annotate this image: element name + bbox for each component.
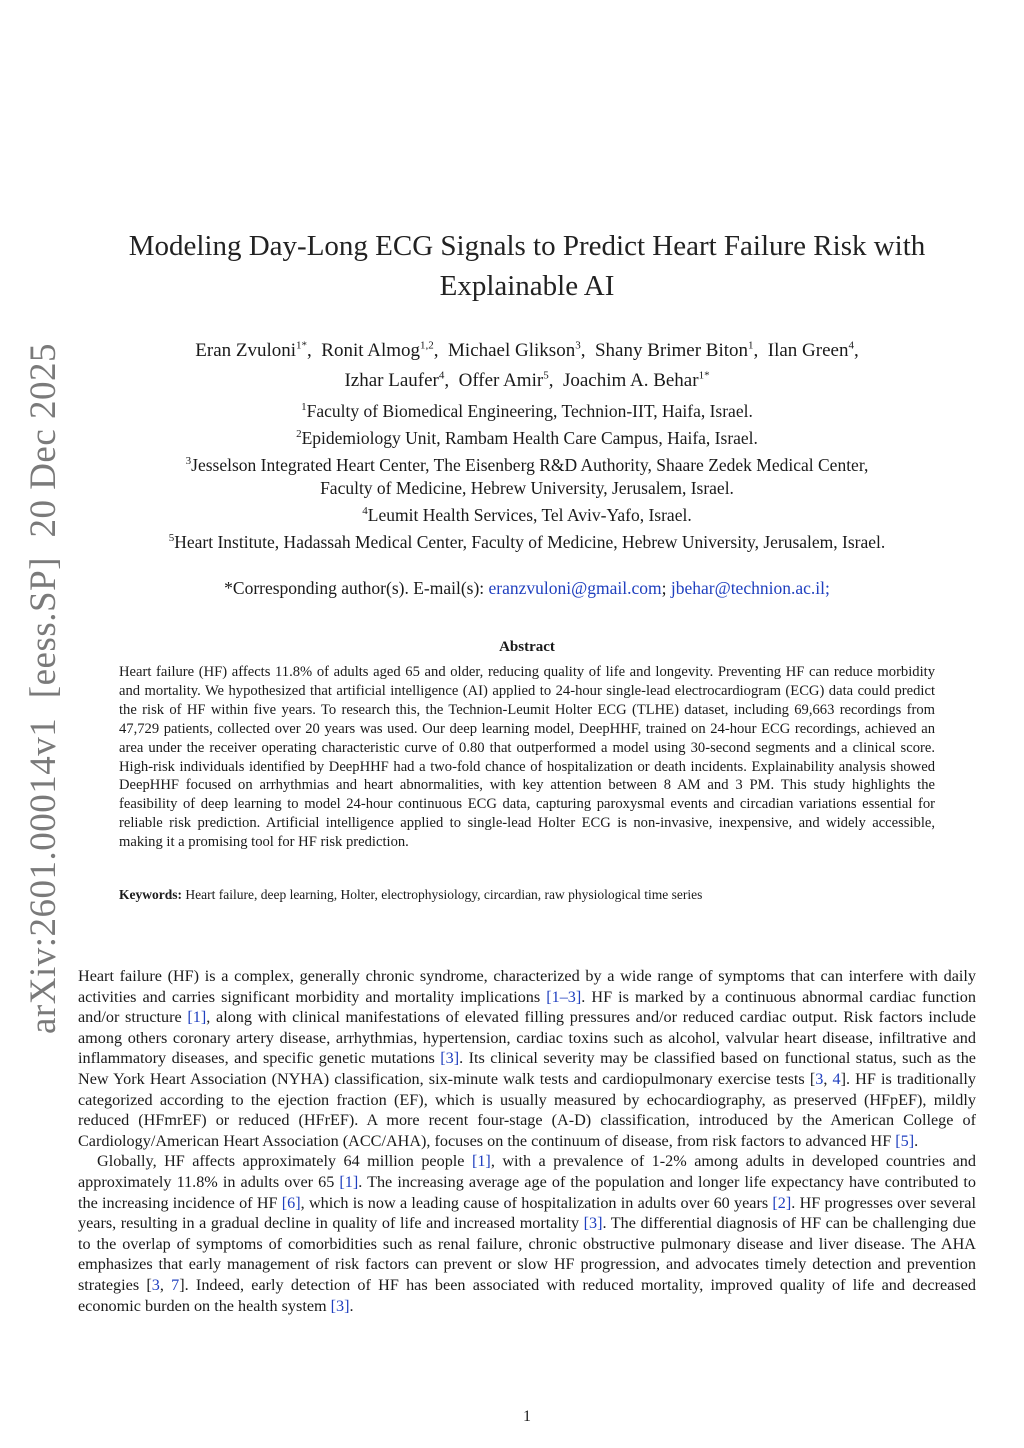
- citation-link[interactable]: [1]: [339, 1172, 359, 1191]
- email-link[interactable]: eranzvuloni@gmail.com: [488, 578, 662, 598]
- corresponding-label: *Corresponding author(s). E-mail(s):: [224, 578, 485, 598]
- keywords-label: Keywords:: [119, 887, 182, 902]
- email-link[interactable]: jbehar@technion.ac.il: [670, 578, 825, 598]
- citation-link[interactable]: [6]: [281, 1193, 301, 1212]
- keywords-text: Heart failure, deep learning, Holter, electrophysiology, circardian, raw physiological time series: [185, 887, 703, 902]
- affiliation: $^5$Heart Institute, Hadassah Medical Center, Faculty of Medicine, Hebrew University, Jerusalem, Israel.: [168, 532, 886, 553]
- citation-link[interactable]: [3]: [330, 1296, 350, 1315]
- author: Offer Amir$^5$,: [458, 369, 559, 391]
- keywords: [119, 886, 935, 904]
- author: Michael Glikson$^3$,: [448, 340, 591, 362]
- affiliation-list: [80, 396, 974, 554]
- body-text: [78, 966, 976, 1316]
- citation-link[interactable]: 7: [171, 1275, 180, 1294]
- affiliation: $^4$Leumit Health Services, Tel Aviv-Yafo, Israel.: [362, 505, 692, 526]
- author: Ronit Almog$^{1,2}$,: [321, 340, 444, 362]
- author: Joachim A. Behar$^{1*}$: [562, 369, 710, 391]
- citation-link[interactable]: 3: [151, 1275, 160, 1294]
- arxiv-identifier: arXiv:2601.00014v1 [eess.SP] 20 Dec 2025: [23, 342, 64, 1034]
- abstract-heading: Abstract: [499, 639, 555, 655]
- citation-link[interactable]: [3]: [583, 1214, 603, 1233]
- citation-link[interactable]: 4: [832, 1069, 841, 1088]
- paragraph: Globally, HF affects approximately 64 million people [1], with a prevalence of 1-2% among adults in developed countries and approximately 11.8% in adults over 65 [1]. The increasing average age of the population and longer life expectancy have contributed to the increasing incidence of HF [6], which is now a leading cause of hospitalization in adults over 60 years [2]. HF progresses over several years, resulting in a gradual decline in quality of life and increased mortality [3]. The differential diagnosis of HF can be challenging due to the overlap of symptoms of comorbidities such as renal failure, chronic obstructive pulmonary disease and liver disease. The AHA emphasizes that early management of risk factors can prevent or slow HF progression, and advocates timely detection and prevention strategies [3, 7]. Indeed, early detection of HF has been associated with reduced mortality, improved quality of life and decreased economic burden on the health system [3].: [78, 1152, 976, 1315]
- abstract-text: Heart failure (HF) affects 11.8% of adults aged 65 and older, reducing quality of life and longevity. Preventing HF can reduce morbidity and mortality. We hypothesized that artificial intelligence (AI) applied to 24-hour single-lead electrocardiogram (ECG) data could predict the risk of HF within five years. To research this, the Technion-Leumit Holter ECG (TLHE) dataset, including 69,663 recordings from 47,729 patients, collected over 20 years was used. Our deep learning model, DeepHHF, trained on 24-hour ECG recordings, achieved an area under the receiver operating characteristic curve of 0.80 that outperformed a model using 30-second segments and a clinical score. High-risk individuals identified by DeepHHF had a two-fold chance of hospitalization or death incidents. Explainability analysis showed DeepHHF focused on arrhythmias and heart abnormalities, with key attention between 8 AM and 3 PM. This study highlights the feasibility of deep learning to model 24-hour continuous ECG data, capturing paroxysmal events and circadian variations essential for reliable risk prediction. Artificial intelligence applied to single-lead Holter ECG is non-invasive, inexpensive, and widely accessible, making it a promising tool for HF risk prediction.: [119, 664, 935, 851]
- citation-link[interactable]: 3: [815, 1069, 824, 1088]
- paper-title: Modeling Day-Long ECG Signals to Predict Heart Failure Risk with Explainable AI: [128, 230, 926, 302]
- affiliation: $^3$Jesselson Integrated Heart Center, The Eisenberg R&D Authority, Shaare Zedek Medical Center, Faculty of Medicine, Hebrew University, Jerusalem, Israel.: [185, 454, 869, 499]
- paragraph: Heart failure (HF) is a complex, generally chronic syndrome, characterized by a wide range of symptoms that can interfere with daily activities and carries significant morbidity and mortality implications [1–3]. HF is marked by a continuous abnormal cardiac function and/or structure [1], along with clinical manifestations of elevated filling pressures and/or reduced cardiac output. Risk factors include among others coronary artery disease, arrhythmias, hypertension, cardiac toxins such as alcohol, valvular heart disease, infiltrative and inflammatory diseases, and specific genetic mutations [3]. Its clinical severity may be classified based on functional status, such as the New York Heart Association (NYHA) classification, six-minute walk tests and cardiopulmonary exercise tests [3, 4]. HF is traditionally categorized according to the ejection fraction (EF), which is usually measured by echocardiography, as preserved (HFpEF), mildly reduced (HFmrEF) or reduced (HFrEF). A more recent four-stage (A-D) classification, introduced by the American College of Cardiology/American Heart Association (ACC/AHA), focuses on the continuum of disease, from risk factors to advanced HF [5].: [78, 967, 977, 1150]
- author: Ilan Green$^4$,: [767, 340, 859, 362]
- author: Izhar Laufer$^4$,: [344, 369, 454, 391]
- corresponding-authors: *Corresponding author(s). E-mail(s): eranzvuloni@gmail.com; jbehar@technion.ac.il;: [224, 578, 830, 598]
- page-number: 1: [523, 1408, 531, 1425]
- author-list: [100, 334, 954, 393]
- author: Shany Brimer Biton$^1$,: [594, 340, 764, 362]
- citation-link[interactable]: [1–3]: [546, 987, 582, 1006]
- citation-link[interactable]: [2]: [772, 1193, 792, 1212]
- citation-link[interactable]: [3]: [440, 1049, 460, 1068]
- citation-link[interactable]: [1]: [471, 1152, 491, 1171]
- citation-link[interactable]: [1]: [187, 1008, 207, 1027]
- citation-link[interactable]: [5]: [895, 1131, 915, 1150]
- author: Eran Zvuloni$^{1*}$,: [195, 340, 317, 362]
- affiliation: $^1$Faculty of Biomedical Engineering, Technion-IIT, Haifa, Israel.: [301, 400, 753, 421]
- affiliation: $^2$Epidemiology Unit, Rambam Health Care Campus, Haifa, Israel.: [296, 427, 758, 448]
